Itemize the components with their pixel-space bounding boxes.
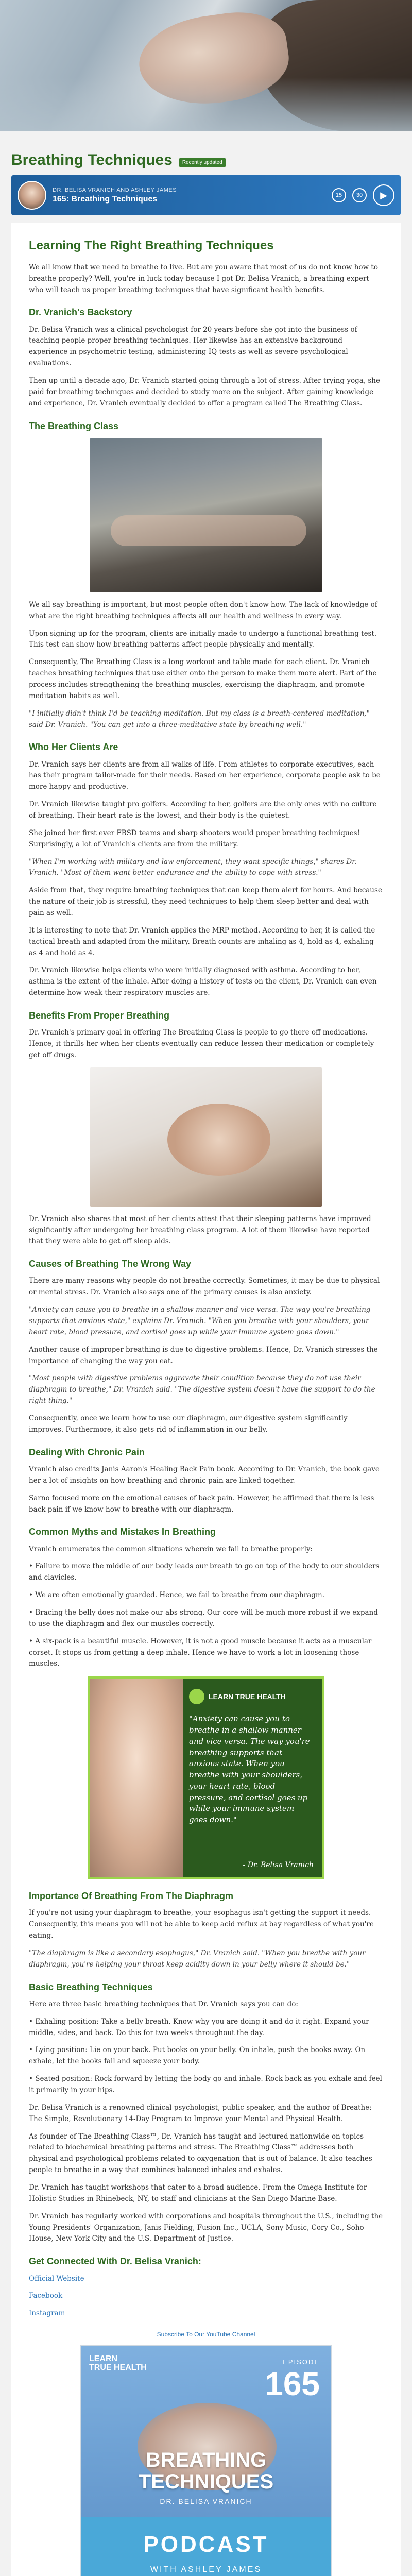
forward-icon: 30	[356, 192, 363, 198]
poster-title	[81, 2449, 331, 2493]
facebook-link[interactable]: Facebook	[29, 2292, 63, 2300]
paragraph: Dr. Vranich likewise helps clients who were initially diagnosed with asthma. According to her, asthma is the extent of the inhale. After doing a history of tests on the client, Dr. Vranich can even determine how weak their respiratory muscles are.	[29, 966, 377, 997]
poster-title-line1: BREATHING	[145, 2448, 267, 2471]
section-title: The Breathing Class	[29, 420, 119, 431]
paragraph: If you're not using your diaphragm to breathe, your esophagus isn't getting the support it needs. Consequently, this means you will not be able to keep acid reflux at bay regardless of what you're eating.	[29, 1909, 374, 1940]
paragraph: Dr. Vranich's primary goal in offering The Breathing Class is people to go there off medications. Hence, it thrills her when her clients eventually can reduce lessen their medication or completely get off drugs.	[29, 1028, 374, 1059]
poster-episode	[265, 2357, 320, 2400]
list-item: • We are often emotionally guarded. Hence, we fail to breathe from our diaphragm.	[29, 1591, 324, 1600]
paragraph: There are many reasons why people do not breathe correctly. Sometimes, it may be due to physical or mental stress. Dr. Vranich also says one of the primary causes is also anxiety.	[29, 1277, 380, 1297]
section-title: Basic Breathing Techniques	[29, 1981, 153, 1992]
section-title: Dealing With Chronic Pain	[29, 1447, 145, 1458]
paragraph: Vranich enumerates the common situations wherein we fail to breathe properly:	[29, 1545, 313, 1553]
player-subtitle: DR. BELISA VRANICH AND ASHLEY JAMES	[53, 187, 177, 193]
paragraph: As founder of The Breathing Class™, Dr. Vranich has taught and lectured nationwide on topics related to biochemical breathing patterns and stress. The Breathing Class™ addresses both physical and psychological problems related to oxygenation that is out of balance. It also teaches people to breathe in a way that combines balanced inhales and exhales.	[29, 2132, 372, 2175]
paragraph: Then up until a decade ago, Dr. Vranich started going through a lot of stress. After trying yoga, she paid for breathing techniques and decided to study more on the subject. After gaining knowledge and experience, Dr. Vranich eventually decided to offer a program called The Breathing Class.	[29, 377, 380, 408]
paragraph: Dr. Belisa Vranich was a clinical psychologist for 20 years before she got into the business of teaching people proper breathing techniques. Her likewise has an extensive background experience in psychometric testing, administering IQ tests as well as severe psychological evaluations.	[29, 325, 357, 368]
section-title: Benefits From Proper Breathing	[29, 1010, 170, 1021]
instagram-link[interactable]: Instagram	[29, 2309, 65, 2318]
quote-paragraph: "Most people with digestive problems aggravate their condition because they do not use their diaphragm to breathe," Dr. Vranich said. "The digestive system doesn't have the support to do the right thing."	[29, 1374, 375, 1405]
quote-card-logo	[189, 1689, 314, 1704]
rewind-icon: 15	[335, 192, 342, 198]
paragraph: Dr. Vranich has taught workshops that cater to a broad audience. From the Omega Institute for Holistic Studies in Rhinebeck, NY, to staff and clinicians at the San Diego Marine Base.	[29, 2183, 367, 2203]
title-bar	[0, 131, 412, 175]
section-title: Causes of Breathing The Wrong Way	[29, 1259, 192, 1269]
poster-podcast: PODCAST	[143, 2532, 269, 2557]
list-item: • Exhaling position: Take a belly breath. Know why you are doing it and do it right. Expand your middle, sides, and back. Do this for two weeks throughout the day.	[29, 2017, 369, 2037]
paragraph: Consequently, The Breathing Class is a long workout and table made for each client. Dr. Vranich teaches breathing techniques that use either onto the person to make them more alert. Part of the process includes strengthening the breathing muscles, exercising the diaphragm, and promote meditation habits as well.	[29, 658, 377, 700]
paragraph: Here are three basic breathing techniques that Dr. Vranich says you can do:	[29, 1999, 298, 2008]
quote-card-quote: "Anxiety can cause you to breathe in a shallow manner and vice versa. The way you're breathing supports that anxious state. When you breathe with your shoulders, your heart rate, blood pressure, and cortisol goes up while your immune system goes down."	[189, 1714, 310, 1825]
quote-card-author: - Dr. Belisa Vranich	[243, 1860, 314, 1869]
page-title: Breathing Techniques	[11, 151, 173, 168]
episode-thumbnail	[18, 181, 46, 210]
quote-card-portrait	[90, 1679, 183, 1877]
forward-button[interactable]	[352, 188, 367, 202]
play-icon: ▶	[380, 190, 387, 200]
breathing-class-image	[90, 438, 322, 592]
poster-logo	[89, 2354, 147, 2372]
poster-episode-label: EPISODE	[283, 2358, 320, 2366]
official-website-link[interactable]: Official Website	[29, 2274, 84, 2283]
quote-paragraph: "I initially didn't think I'd be teaching meditation. But my class is a breath-centered meditation," said Dr. Vranich. "You can get into a three-meditative state by breathing well."	[29, 709, 370, 729]
paragraph: Aside from that, they require breathing techniques that can keep them alert for hours. And because the nature of their job is stressful, they need techniques to help them sleep better and deal with pain as well.	[29, 886, 382, 917]
paragraph: She joined her first ever FBSD teams and sharp shooters would proper breathing techniques! Surprisingly, a lot of Vranich's clients are from the military.	[29, 828, 360, 849]
list-item: • Bracing the belly does not make our abs strong. Our core will be much more robust if we expand to use the diaphragm and flex our muscles correctly.	[29, 1608, 378, 1628]
section-title: Importance Of Breathing From The Diaphragm	[29, 1891, 234, 1902]
hero-water	[0, 77, 412, 131]
section-title: Dr. Vranich's Backstory	[29, 307, 132, 318]
paragraph: Vranich also credits Janis Aaron's Healing Back Pain book. According to Dr. Vranich, the book gave her a lot of insights on how breathing and chronic pain are linked together.	[29, 1465, 380, 1485]
quote-card	[88, 1676, 324, 1879]
list-item: • A six-pack is a beautiful muscle. However, it is not a good muscle because it acts as a muscular corset. It stops us from getting a deep inhale. Hence we have to work a lot in loosening those muscles.	[29, 1637, 372, 1668]
poster-title-line2: TECHNIQUES	[138, 2470, 274, 2493]
quote-card-logo-text: LEARN TRUE HEALTH	[209, 1692, 286, 1701]
paragraph: Dr. Vranich has regularly worked with corporations and hospitals throughout the U.S., including the Young Presidents' Organization, Janis Fielding, Fusion Inc., UCLA, Sony Music, Cory Co., Soho House, New York City and the U.S. Department of Justice.	[29, 2212, 383, 2243]
paragraph: Sarno focused more on the emotional causes of back pain. However, he affirmed that there is less back pain if we know how to breathe with our diaphragm.	[29, 1494, 374, 1514]
article-heading: Learning The Right Breathing Techniques	[29, 239, 274, 252]
podcast-player	[11, 175, 401, 215]
subscribe-link[interactable]: Subscribe To Our YouTube Channel	[157, 2331, 255, 2338]
section-title: Common Myths and Mistakes In Breathing	[29, 1527, 216, 1537]
quote-paragraph: "The diaphragm is like a secondary esophagus," Dr. Vranich said. "When you breathe with your diaphragm, you're helping your throat keep acidity down in your belly where it should be."	[29, 1949, 366, 1969]
poster-logo-line1: LEARN	[89, 2354, 118, 2363]
play-button[interactable]	[373, 184, 394, 206]
episode-poster	[80, 2345, 332, 2576]
player-title: 165: Breathing Techniques	[53, 194, 158, 204]
paragraph: Dr. Vranich likewise taught pro golfers. According to her, golfers are the only ones with no culture of breathing. Their heart rate is the lowest, and their body is the quietest.	[29, 800, 377, 820]
poster-host: WITH ASHLEY JAMES	[150, 2565, 262, 2574]
list-item: • Seated position: Rock forward by letting the body go and inhale. Rock back as you exhale and feel it primarily in your hips.	[29, 2075, 382, 2095]
sleeping-woman-image	[90, 1067, 322, 1207]
player-meta	[53, 187, 325, 204]
paragraph: Upon signing up for the program, clients are initially made to undergo a functional breathing test. This test can show how breathing patterns affect people physically and mentally.	[29, 629, 377, 649]
article-body	[11, 223, 401, 2576]
quote-paragraph: "Anxiety can cause you to breathe in a shallow manner and vice versa. The way you're breathing supports that anxious state," explains Dr. Vranich. "When you breathe with your shoulders, your heart rate, blood pressure, and cortisol goes up while your immune system goes down."	[29, 1306, 371, 1336]
intro-paragraph: We all know that we need to breathe to live. But are you aware that most of us do not know how to breathe properly? Well, you're in luck today because I got Dr. Belisa Vranich, a breathing expert who will teach us proper breathing techniques that have significant health benefits.	[29, 263, 378, 294]
poster-guest: DR. BELISA VRANICH	[160, 2497, 252, 2505]
connect-title: Get Connected With Dr. Belisa Vranich:	[29, 2256, 201, 2267]
paragraph: Another cause of improper breathing is due to digestive problems. Hence, Dr. Vranich stresses the importance of changing the way you eat.	[29, 1345, 378, 1365]
poster-episode-number: 165	[265, 2365, 320, 2402]
rewind-button[interactable]	[332, 188, 346, 202]
poster-band	[81, 2517, 331, 2576]
leaf-icon	[189, 1689, 204, 1704]
paragraph: Consequently, once we learn how to use our diaphragm, our digestive system significantly improves. Furthermore, it also gets rid of inflammation in our belly.	[29, 1414, 348, 1434]
quote-card-text	[183, 1679, 322, 1877]
status-badge: Recently updated	[179, 158, 226, 167]
paragraph: It is interesting to note that Dr. Vranich applies the MRP method. According to her, it is called the tactical breath and adapted from the military. Breath counts are inhaling as 4, hold as 4, exhaling as 4 and hold as 4.	[29, 926, 375, 957]
hero-image	[0, 0, 412, 131]
poster-logo-line2: TRUE HEALTH	[89, 2363, 147, 2372]
paragraph: We all say breathing is important, but most people often don't know how. The lack of knowledge of what are the right breathing techniques affects all our health and wellness in every way.	[29, 600, 377, 620]
list-item: • Lying position: Lie on your back. Put books on your belly. On inhale, push the books away. On exhale, let the books fall and squeeze your body.	[29, 2046, 366, 2066]
paragraph: Dr. Vranich says her clients are from all walks of life. From athletes to corporate executives, each has their program tailor-made for their needs. Based on her experience, corporate people ask to be more happy and productive.	[29, 760, 381, 791]
paragraph: Dr. Belisa Vranich is a renowned clinical psychologist, public speaker, and the author of Breathe: The Simple, Revolutionary 14-Day Program to Improve your Mental and Physical Health.	[29, 2103, 372, 2123]
quote-paragraph: "When I'm working with military and law enforcement, they want specific things," shares Dr. Vranich. "Most of them want better endurance and the ability to cope with stress."	[29, 857, 357, 877]
section-title: Who Her Clients Are	[29, 742, 118, 753]
list-item: • Failure to move the middle of our body leads our breath to go on top of the body to our shoulders and clavicles.	[29, 1562, 380, 1582]
paragraph: Dr. Vranich also shares that most of her clients attest that their sleeping patterns have improved significantly after undergoing her breathing class program. A lot of them likewise have reported that they were able to get off sleep aids.	[29, 1214, 371, 1246]
